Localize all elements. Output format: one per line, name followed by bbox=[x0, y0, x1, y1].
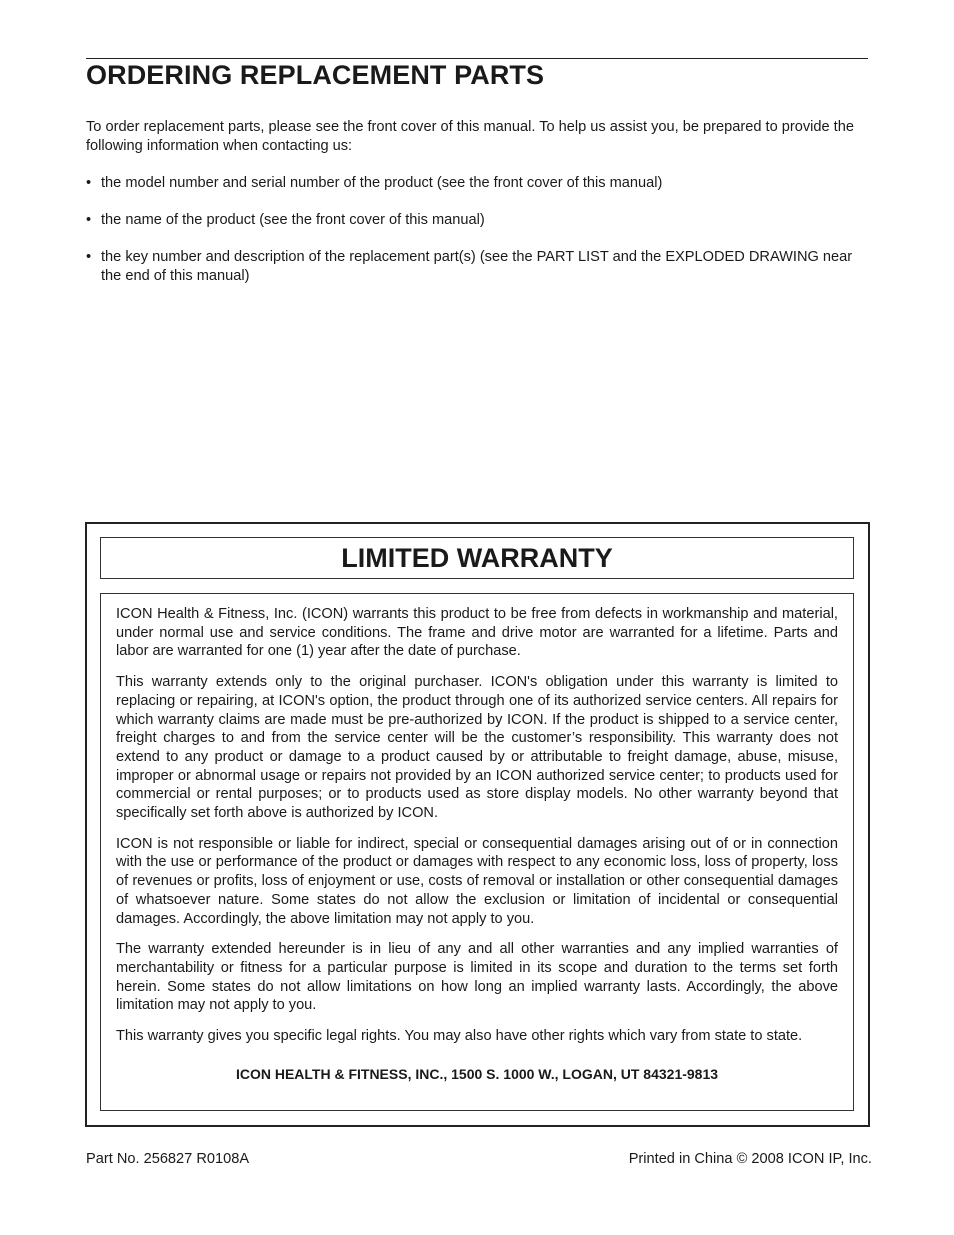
warranty-paragraph: This warranty gives you specific legal rights. You may also have other rights which vary from state to state. bbox=[116, 1028, 803, 1045]
bullet-icon: • bbox=[86, 212, 92, 228]
bullet-icon: • bbox=[86, 249, 92, 265]
bullet-text: the model number and serial number of the product (see the front cover of this manual) bbox=[101, 175, 663, 191]
part-number: Part No. 256827 R0108A bbox=[86, 1151, 250, 1167]
warranty-paragraph: The warranty extended hereunder is in lieu of any and all other warranties and any implied warranties of merchantability or fitness for a particular purpose is limited in its scope and duration to the terms set forth herein. Some states do not allow limitations on how long an implied warranty lasts. Accordingly, the above limitation may not apply to you. bbox=[116, 941, 838, 1014]
bullet-icon: • bbox=[86, 175, 92, 191]
ordering-bullet-list bbox=[86, 174, 861, 304]
ordering-intro: To order replacement parts, please see the front cover of this manual. To help us assist you, be prepared to provide the following information when contacting us: bbox=[86, 119, 854, 154]
list-item bbox=[86, 248, 861, 285]
list-item bbox=[86, 211, 861, 230]
top-rule bbox=[86, 58, 868, 59]
warranty-paragraph: ICON is not responsible or liable for indirect, special or consequential damages arising out of or in connection with the use or performance of the product or damages with respect to any economic loss, loss of property, loss of revenues or profits, loss of enjoyment or use, costs of removal or installation or other consequential damages of whatsoever nature. Some states do not allow the exclusion or limitation of incidental or consequential damages. Accordingly, the above limitation may not apply to you. bbox=[116, 835, 838, 927]
warranty-paragraph: ICON Health & Fitness, Inc. (ICON) warrants this product to be free from defects in workmanship and material, under normal use and service conditions. The frame and drive motor are warranted for a lifetime. Parts and labor are warranted for one (1) year after the date of purchase. bbox=[116, 606, 838, 660]
bullet-text: the name of the product (see the front cover of this manual) bbox=[101, 212, 485, 228]
warranty-title: LIMITED WARRANTY bbox=[341, 543, 613, 573]
warranty-text bbox=[116, 605, 838, 1058]
list-item bbox=[86, 174, 861, 193]
copyright-notice: Printed in China © 2008 ICON IP, Inc. bbox=[628, 1151, 872, 1167]
warranty-paragraph: This warranty extends only to the original purchaser. ICON's obligation under this warranty is limited to replacing or repairing, at ICON's option, the product through one of its authorized service centers. All repairs for which warranty claims are made must be pre-authorized by ICON. If the product is shipped to a service center, freight charges to and from the service center will be the customer’s responsibility. This warranty does not extend to any product or damage to a product caused by or attributable to freight damage, abuse, misuse, improper or abnormal usage or repairs not provided by an ICON authorized service center; to products used for commercial or rental purposes; or to products used as store display models. No other warranty beyond that specifically set forth above is authorized by ICON. bbox=[116, 674, 838, 822]
warranty-body-box bbox=[100, 593, 854, 1111]
warranty-title-box bbox=[100, 537, 854, 579]
bullet-text: the key number and description of the replacement part(s) (see the PART LIST and the EXPLODED DRAWING near the end of this manual) bbox=[101, 249, 853, 284]
ordering-title: ORDERING REPLACEMENT PARTS bbox=[86, 60, 545, 90]
company-address: ICON HEALTH & FITNESS, INC., 1500 S. 1000 W., LOGAN, UT 84321-9813 bbox=[235, 1066, 719, 1082]
